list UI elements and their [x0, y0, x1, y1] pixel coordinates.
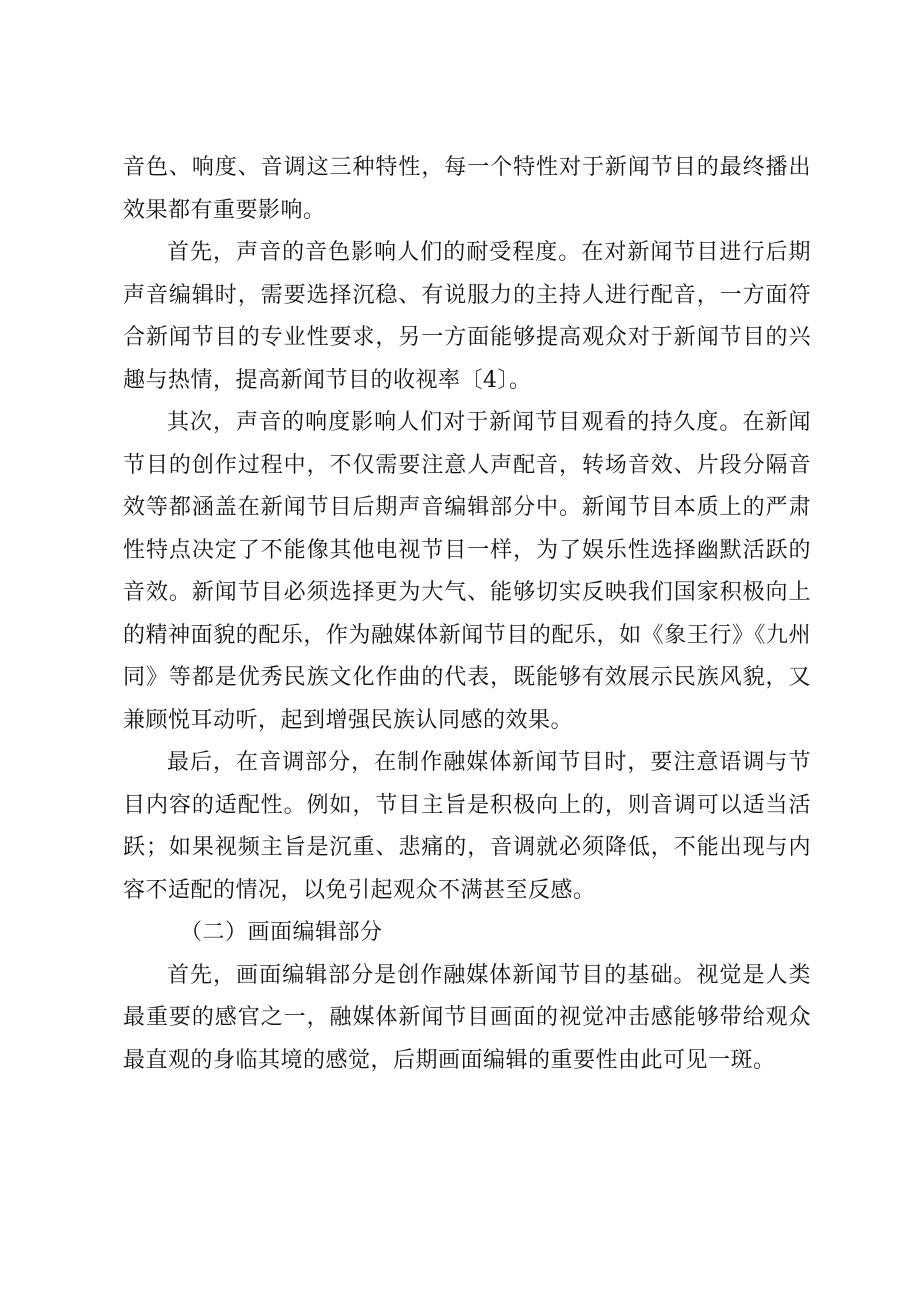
paragraph-continuation: 音色、响度、音调这三种特性，每一个特性对于新闻节目的最终播出效果都有重要影响。	[123, 155, 811, 223]
document-body	[123, 147, 811, 1082]
paragraph-pitch: 最后，在音调部分，在制作融媒体新闻节目时，要注意语调与节目内容的适配性。例如，节目主旨是积极向上的，则音调可以适当活跃；如果视频主旨是沉重、悲痛的，音调就必须降低，不能出现与内容不适配的情况，以免引起观众不满甚至反感。	[123, 750, 811, 903]
paragraph-loudness: 其次，声音的响度影响人们对于新闻节目观看的持久度。在新闻节目的创作过程中，不仅需要注意人声配音，转场音效、片段分隔音效等都涵盖在新闻节目后期声音编辑部分中。新闻节目本质上的严肃性特点决定了不能像其他电视节目一样，为了娱乐性选择幽默活跃的音效。新闻节目必须选择更为大气、能够切实反映我们国家积极向上的精神面貌的配乐，作为融媒体新闻节目的配乐，如《象王行》《九州同》等都是优秀民族文化作曲的代表，既能够有效展示民族风貌，又兼顾悦耳动听，起到增强民族认同感的效果。	[123, 410, 811, 733]
paragraph-timbre: 首先，声音的音色影响人们的耐受程度。在对新闻节目进行后期声音编辑时，需要选择沉稳、有说服力的主持人进行配音，一方面符合新闻节目的专业性要求，另一方面能够提高观众对于新闻节目的兴趣与热情，提高新闻节目的收视率〔4〕。	[123, 240, 811, 393]
section-heading: （二）画面编辑部分	[180, 920, 383, 945]
paragraph-image-editing: 首先，画面编辑部分是创作融媒体新闻节目的基础。视觉是人类最重要的感官之一，融媒体新闻节目画面的视觉冲击感能够带给观众最直观的身临其境的感觉，后期画面编辑的重要性由此可见一斑。	[123, 962, 811, 1073]
